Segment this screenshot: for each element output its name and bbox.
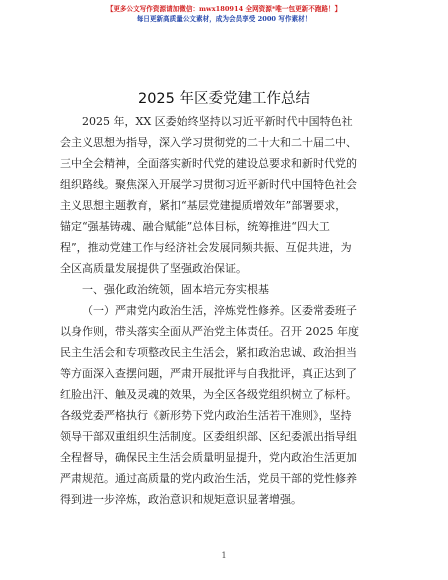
document-title: 2025 年区委党建工作总结 bbox=[137, 91, 310, 107]
intro-line: 三中全会精神，全面落实新时代党的建设总要求和新时代党的 bbox=[60, 157, 357, 170]
intro-paragraph bbox=[60, 111, 390, 300]
promo-banner-line-1: 【更多公文写作资源请加微信：mwx180914 全网资源*唯一包更新不跑路！】 bbox=[106, 5, 342, 13]
intro-line: 组织路线。聚焦深入开展学习贯彻习近平新时代中国特色社会 bbox=[60, 178, 357, 191]
intro-line: 锚定“强基铸魂、融合赋能”总体目标，统筹推进“四大工 bbox=[60, 220, 330, 233]
section-line: 民主生活会和专项整改民主生活会，紧扣政治忠诚、政治担当 bbox=[60, 346, 357, 359]
intro-line: 全区高质量发展提供了坚强政治保证。 bbox=[60, 262, 247, 275]
section-line: 红脸出汗、触及灵魂的效果，为全区各级党组织树立了标杆。 bbox=[60, 388, 357, 401]
intro-line: 2025 年，XX 区委始终坚持以习近平新时代中国特色社 bbox=[82, 115, 353, 128]
page-number: 1 bbox=[221, 551, 227, 560]
intro-line: 程”，推动党建工作与经济社会发展同频共振、互促共进，为 bbox=[60, 241, 352, 254]
section-heading: 一、强化政治统领，固本培元夯实根基 bbox=[82, 283, 269, 296]
section-line: 等方面深入查摆问题，严肃开展批评与自我批评，真正达到了 bbox=[60, 367, 357, 380]
section-line: 以身作则，带头落实全面从严治党主体责任。召开 2025 年度 bbox=[60, 325, 359, 338]
section-paragraph bbox=[60, 300, 390, 510]
intro-line: 主义思想主题教育，紧扣“基层党建提质增效年”部署要求， bbox=[60, 199, 347, 212]
intro-line: 会主义思想为指导，深入学习贯彻党的二十大和二十届二中、 bbox=[60, 136, 357, 149]
section-line: 各级党委严格执行《新形势下党内政治生活若干准则》，坚持 bbox=[60, 409, 352, 422]
section-line: 严肃规范。通过高质量的党内政治生活，党员干部的党性修养 bbox=[60, 472, 357, 485]
promo-banner-line-2: 每日更新高质量公文素材，成为会员享受 2000 写作素材！ bbox=[136, 15, 312, 23]
section-line: 得到进一步淬炼，政治意识和规矩意识显著增强。 bbox=[60, 493, 302, 506]
section-line: （一）严肃党内政治生活，淬炼党性修养。区委常委班子 bbox=[82, 304, 357, 317]
section-line: 全程督导，确保民主生活会质量明显提升，党内政治生活更加 bbox=[60, 451, 357, 464]
section-line: 领导干部双重组织生活制度。区委组织部、区纪委派出指导组 bbox=[60, 430, 357, 443]
promo-banner bbox=[0, 4, 448, 24]
